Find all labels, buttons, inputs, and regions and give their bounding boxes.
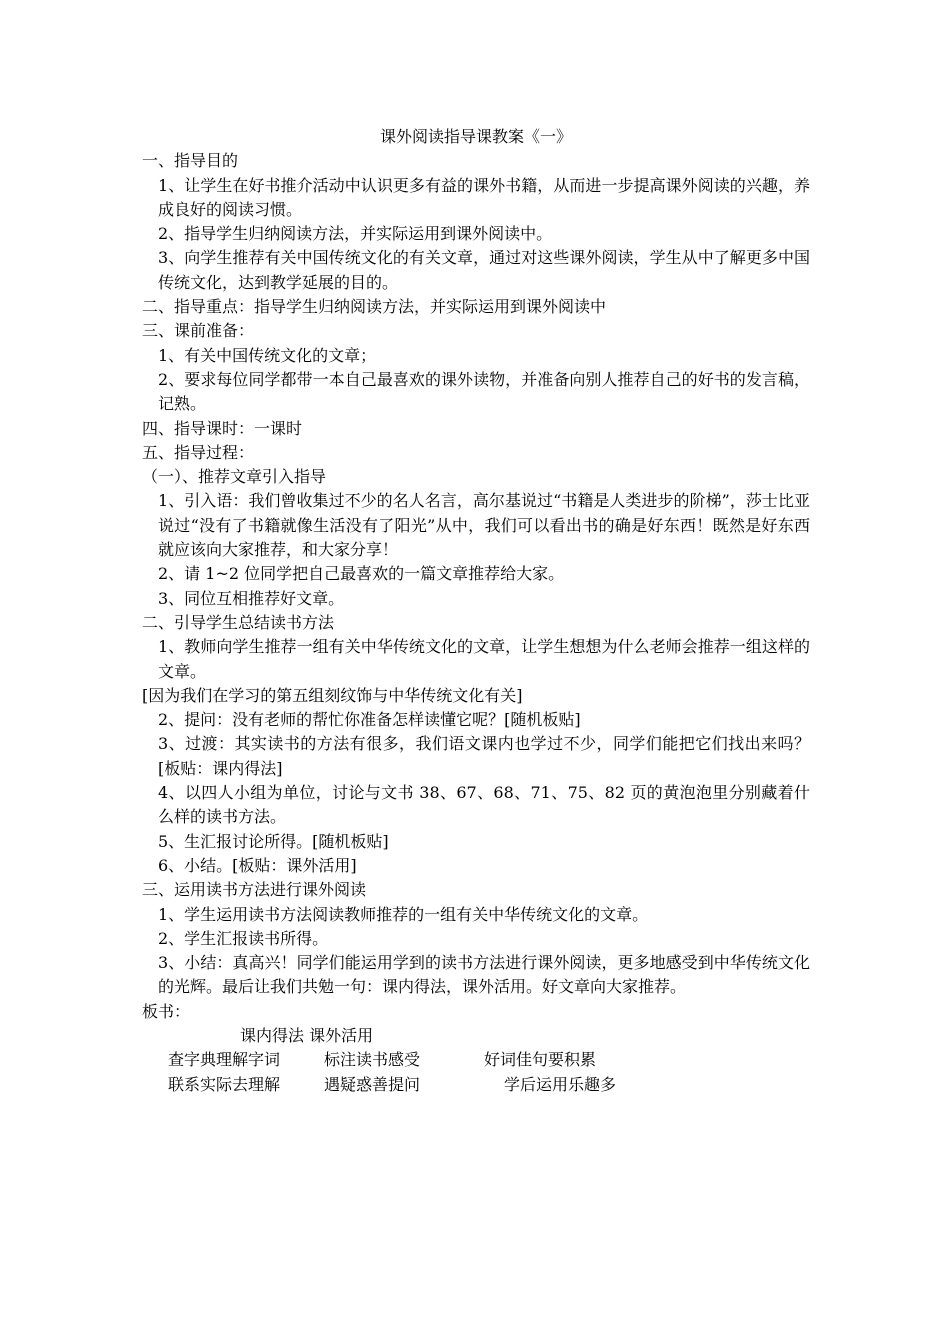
paragraph-line: 3、过渡：其实读书的方法有很多，我们语文课内也学过不少，同学们能把它们找出来吗？[板贴：课内得法] [158,734,810,778]
paragraph-line: 1、引入语：我们曾收集过不少的名人名言，高尔基说过“书籍是人类进步的阶梯”，莎士比亚说过“没有了书籍就像生活没有了阳光”从中，我们可以看出书的确是好东西！既然是好东西就应该向大家推荐，和大家分享！ [158,491,810,560]
board-row-2 [142,1073,810,1097]
paragraph-line: 2、指导学生归纳阅读方法，并实际运用到课外阅读中。 [158,224,553,244]
board-heading-row [142,1024,810,1048]
paragraph-line: 4、以四人小组为单位，讨论与文书 38、67、68、71、75、82 页的黄泡泡里分别藏着什么样的读书方法。 [158,783,810,827]
paragraph-line: 二、引导学生总结读书方法 [142,612,335,632]
paragraph-line: 1、学生运用读书方法阅读教师推荐的一组有关中华传统文化的文章。 [158,904,649,924]
paragraph-line: 1、让学生在好书推介活动中认识更多有益的课外书籍，从而进一步提高课外阅读的兴趣，养成良好的阅读习惯。 [158,175,810,219]
paragraph-line: 5、生汇报讨论所得。[随机板贴] [158,831,389,851]
paragraph-line: 2、学生汇报读书所得。 [158,928,329,948]
paragraph-line: 一、指导目的 [142,151,239,171]
document-body [142,149,810,1024]
paragraph-line: 2、请 1~2 位同学把自己最喜欢的一篇文章推荐给大家。 [158,564,565,584]
paragraph-line: （一）、推荐文章引入指导 [142,467,327,487]
paragraph-line: 3、小结：真高兴！同学们能运用学到的读书方法进行课外阅读，更多地感受到中华传统文化的光辉。最后让我们共勉一句：课内得法，课外活用。好文章向大家推荐。 [158,953,810,997]
board-item: 学后运用乐趣多 [504,1074,617,1094]
paragraph-line: 三、课前准备： [142,321,255,341]
blackboard-summary [142,1024,810,1097]
board-item: 查字典理解字词 [168,1050,281,1070]
board-item: 标注读书感受 [324,1050,421,1070]
paragraph-line: 6、小结。[板贴：课外活用] [158,855,357,875]
paragraph-line: 2、要求每位同学都带一本自己最喜欢的课外读物，并准备向别人推荐自己的好书的发言稿，记熟。 [158,369,810,414]
paragraph-line: 1、教师向学生推荐一组有关中华传统文化的文章，让学生想想为什么老师会推荐一组这样的文章。 [158,637,810,681]
board-item: 遇疑惑善提问 [324,1074,421,1094]
paragraph-line: [因为我们在学习的第五组刻纹饰与中华传统文化有关] [142,685,523,705]
paragraph-line: 二、指导重点：指导学生归纳阅读方法，并实际运用到课外阅读中 [142,297,607,317]
paragraph-line: 1、有关中国传统文化的文章； [158,345,377,365]
board-heading: 课内得法 课外活用 [240,1025,374,1045]
paragraph-line: 五、指导过程： [142,442,255,462]
document-title: 课外阅读指导课教案《一》 [379,127,572,146]
paragraph-line: 四、指导课时：一课时 [142,418,303,438]
paragraph-line: 三、运用读书方法进行课外阅读 [142,880,367,900]
board-item: 联系实际去理解 [168,1074,281,1094]
document-page [142,125,810,1097]
board-row-1 [142,1048,810,1072]
paragraph-line: 板书： [142,1001,191,1021]
board-item: 好词佳句要积累 [484,1050,597,1070]
paragraph-line: 3、同位互相推荐好文章。 [158,588,345,608]
paragraph-line: 3、向学生推荐有关中国传统文化的有关文章，通过对这些课外阅读，学生从中了解更多中国传统文化，达到教学延展的目的。 [158,248,810,292]
paragraph-line: 2、提问：没有老师的帮忙你准备怎样读懂它呢？[随机板贴] [158,710,581,730]
